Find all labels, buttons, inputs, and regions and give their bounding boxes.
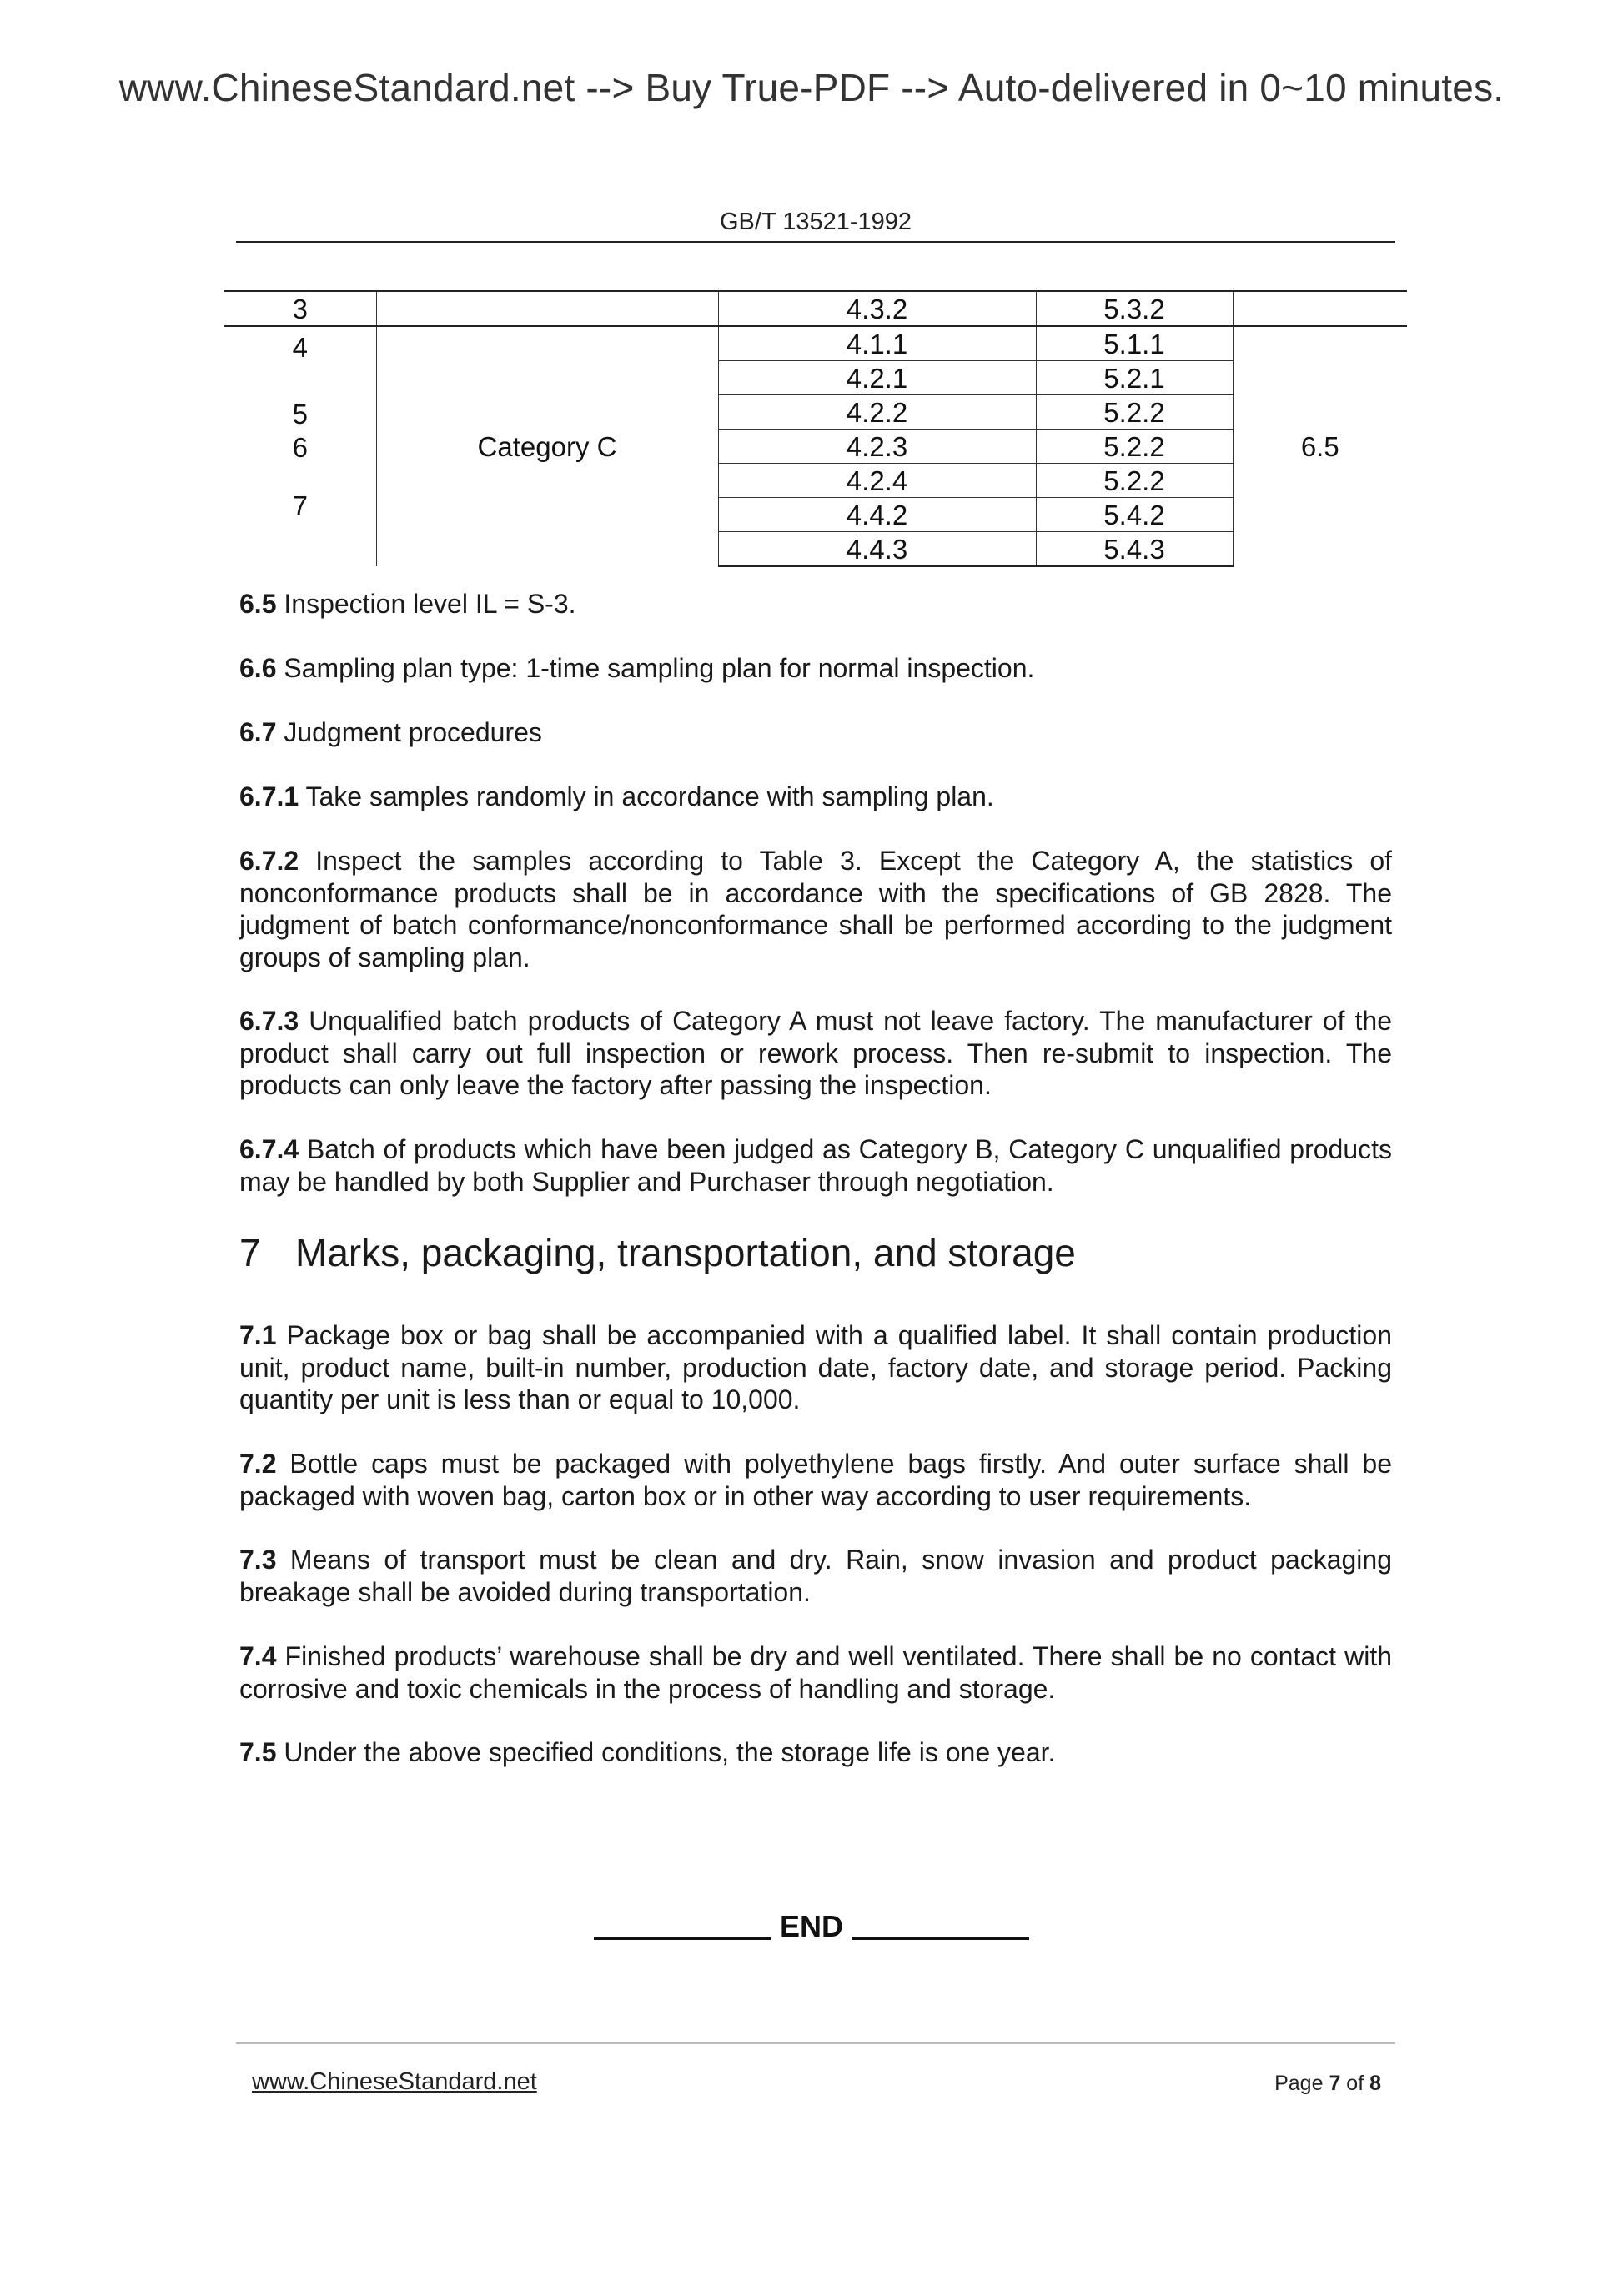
clause-7-4 [239,1640,1392,1705]
end-label: END [779,1909,843,1943]
clause-text: Finished products’ warehouse shall be dry and well ventilated. There shall be no contact with corrosive and toxic chemicals in the process of handling and storage. [239,1641,1392,1704]
clause-number: 6.6 [239,653,277,683]
document-code: GB/T 13521-1992 [719,208,912,235]
clause-number: 7.3 [239,1545,277,1575]
clause-number: 6.7 [239,717,277,747]
table-cell-test-method: 5.2.2 [1036,395,1233,430]
clause-number: 6.5 [239,589,277,619]
table-cell-requirement: 4.4.3 [718,532,1036,567]
clause-number: 6.7.4 [239,1134,299,1164]
clause-text: Unqualified batch products of Category A must not leave factory. The manufacturer of the product shall carry out full inspection or rework process. Then re-submit to inspection. The products can only leave the factory after passing the inspection. [239,1006,1392,1100]
table-cell-test-method: 5.1.1 [1036,326,1233,361]
table-cell-requirement: 4.2.1 [718,361,1036,395]
table-cell-number-group [224,326,376,566]
table-cell-reference: 6.5 [1300,431,1339,462]
clause-6-7-4 [239,1133,1392,1198]
clause-number: 6.7.1 [239,781,299,811]
row-number: 4 [292,332,308,363]
clause-6-7-2 [239,845,1392,973]
table-cell-reference [1233,291,1407,326]
clause-number: 7.1 [239,1320,277,1350]
header-divider [236,241,1395,243]
row-number: 7 [292,490,308,521]
page-total: 8 [1369,2072,1381,2095]
end-rule-left [594,1937,771,1940]
table-row [224,291,1407,326]
row-number: 6 [292,432,308,463]
page-current: 7 [1329,2072,1341,2095]
clause-7-3 [239,1544,1392,1608]
clause-number: 7.2 [239,1449,277,1479]
clause-7-1 [239,1319,1392,1416]
table-cell-requirement: 4.4.2 [718,498,1036,532]
clause-text: Bottle caps must be packaged with polyethylene bags firstly. And outer surface shall be packaged with woven bag, carton box or in other way according to user requirements. [239,1449,1392,1511]
clause-text: Inspect the samples according to Table 3. Except the Category A, the statistics of nonconformance products shall be in accordance with the specifications of GB 2828. The judgment of batch conformance/nonconformance shall be performed according to the judgment groups of sampling plan. [239,846,1392,972]
clause-6-7-3 [239,1005,1392,1102]
clause-text: Judgment procedures [276,717,542,747]
clause-7-5 [239,1736,1392,1769]
table-cell-test-method: 5.2.2 [1036,430,1233,464]
clause-text: Batch of products which have been judged as Category B, Category C unqualified products may be handled by both Supplier and Purchaser through negotiation. [239,1134,1392,1197]
table-cell-test-method: 5.4.3 [1036,532,1233,567]
table-cell-test-method: 5.4.2 [1036,498,1233,532]
footer-site-link[interactable]: www.ChineseStandard.net [252,2068,537,2095]
inspection-table [224,290,1407,567]
section-title: Marks, packaging, transportation, and storage [295,1231,1076,1274]
section-7-heading [239,1230,1076,1275]
clause-number: 6.7.3 [239,1006,299,1036]
section-number: 7 [239,1231,261,1274]
table-cell-category: Category C [376,326,718,566]
end-marker [0,1909,1623,1944]
table-cell-requirement: 4.2.3 [718,430,1036,464]
site-banner: www.ChineseStandard.net --> Buy True-PDF --> Auto-delivered in 0~10 minutes. [118,66,1505,109]
table-cell-requirement: 4.3.2 [718,291,1036,326]
clause-number: 7.4 [239,1641,277,1671]
clause-6-5 [239,588,1392,620]
table-row [224,326,1407,361]
table-cell-requirement: 4.1.1 [718,326,1036,361]
table-cell-number: 3 [224,291,376,326]
table-cell-test-method: 5.2.1 [1036,361,1233,395]
footer-divider [236,2042,1395,2044]
end-rule-right [852,1937,1029,1940]
table-cell-category [376,291,718,326]
clause-text: Sampling plan type: 1-time sampling plan for normal inspection. [276,653,1035,683]
page-number [1274,2072,1381,2096]
clause-number: 7.5 [239,1737,277,1767]
row-number: 5 [292,399,308,430]
clause-6-6 [239,652,1392,685]
clause-text: Inspection level IL = S-3. [276,589,576,619]
table-cell-requirement: 4.2.4 [718,464,1036,498]
clause-text: Means of transport must be clean and dry. Rain, snow invasion and product packaging breakage shall be avoided during transportation. [239,1545,1392,1607]
clause-number: 6.7.2 [239,846,299,876]
clause-text: Package box or bag shall be accompanied with a qualified label. It shall contain production unit, product name, built-in number, production date, factory date, and storage period. Packing quantity per unit is less than or equal to 10,000. [239,1320,1392,1414]
table-cell-test-method: 5.3.2 [1036,291,1233,326]
table-cell-requirement: 4.2.2 [718,395,1036,430]
page-of: of [1340,2072,1370,2095]
clause-7-2 [239,1448,1392,1512]
table-cell-test-method: 5.2.2 [1036,464,1233,498]
clause-6-7-1 [239,781,1392,813]
page-prefix: Page [1274,2072,1329,2095]
clause-6-7 [239,716,1392,749]
clause-text: Take samples randomly in accordance with sampling plan. [299,781,994,811]
clause-text: Under the above specified conditions, the storage life is one year. [276,1737,1056,1767]
